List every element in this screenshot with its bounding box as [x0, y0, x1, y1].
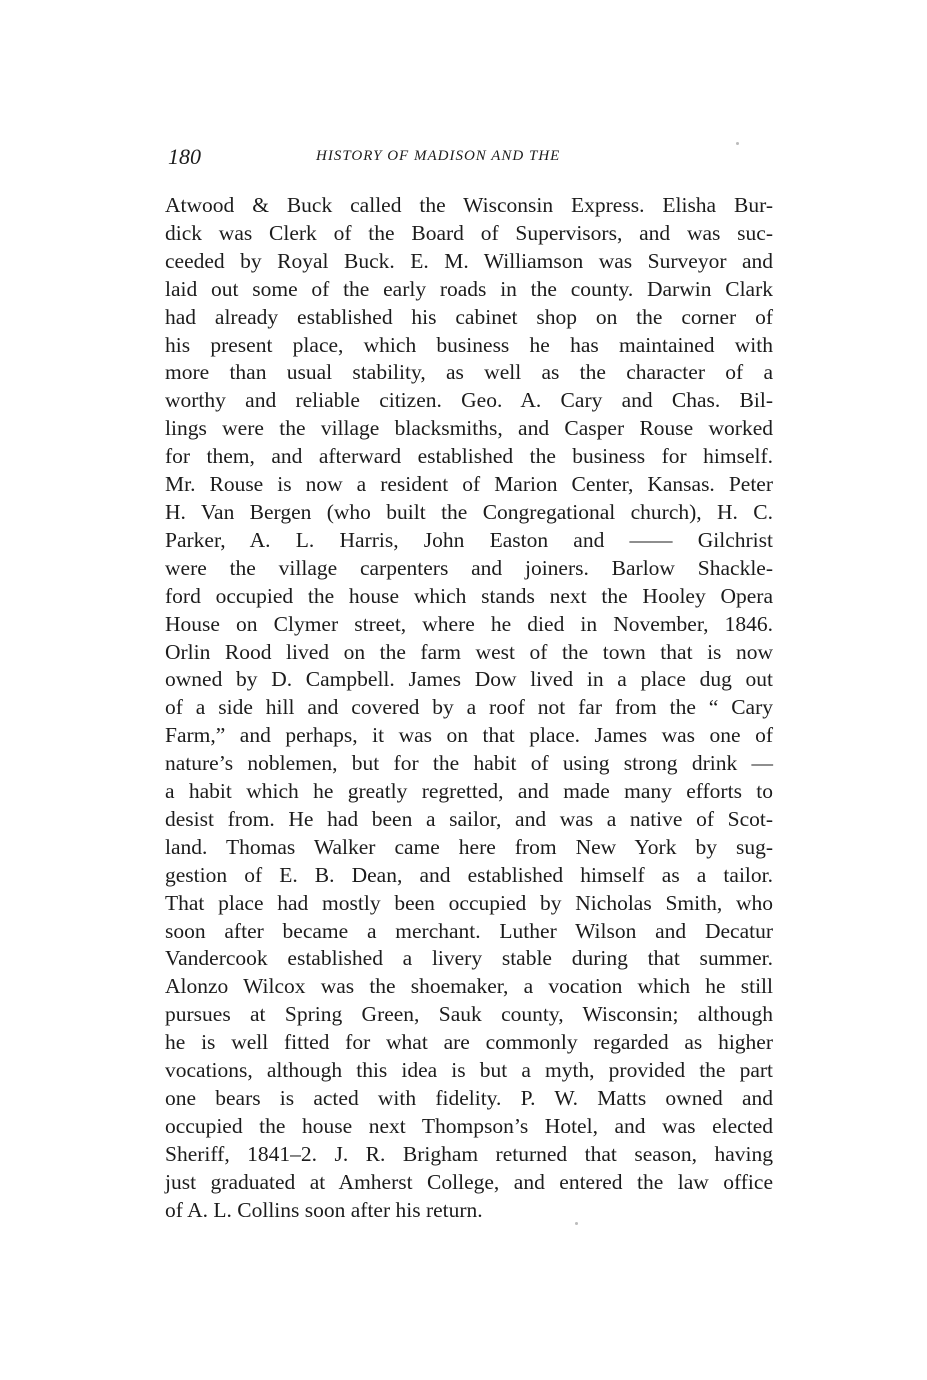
text-line: Parker, A. L. Harris, John Easton and —— Gilchrist — [165, 527, 773, 552]
text-line: H. Van Bergen (who built the Congregational church), H. C. — [165, 499, 773, 524]
text-line: were the village carpenters and joiners. Barlow Shackle- — [165, 555, 773, 580]
text-line: his present place, which business he has maintained with — [165, 332, 773, 357]
ink-speck — [575, 1222, 578, 1225]
text-line: Orlin Rood lived on the farm west of the town that is now — [165, 639, 773, 664]
text-line: laid out some of the early roads in the county. Darwin Clark — [165, 276, 773, 301]
text-line: one bears is acted with fidelity. P. W. Matts owned and — [165, 1086, 773, 1110]
text-line: Mr. Rouse is now a resident of Marion Center, Kansas. Peter — [165, 472, 773, 497]
text-line: occupied the house next Thompson’s Hotel, and was elected — [165, 1113, 773, 1138]
text-line: nature’s noblemen, but for the habit of using strong drink — — [165, 751, 773, 776]
text-line: he is well fitted for what are commonly regarded as higher — [165, 1030, 773, 1055]
text-line: owned by D. Campbell. James Dow lived in a place dug out — [165, 667, 773, 692]
text-line: Atwood & Buck called the Wisconsin Express. Elisha Bur- — [165, 193, 773, 217]
text-line: ford occupied the house which stands next the Hooley Opera — [165, 583, 773, 608]
text-line: a habit which he greatly regretted, and made many efforts to — [165, 779, 773, 804]
text-line: Alonzo Wilcox was the shoemaker, a vocation which he still — [165, 974, 773, 999]
text-line: lings were the village blacksmiths, and Casper Rouse worked — [165, 416, 773, 441]
text-line: pursues at Spring Green, Sauk county, Wisconsin; although — [165, 1002, 773, 1027]
text-line: Farm,” and perhaps, it was on that place. James was one of — [165, 723, 773, 748]
text-line: of a side hill and covered by a roof not far from the “ Cary — [165, 695, 773, 720]
text-line: desist from. He had been a sailor, and was a native of Scot- — [165, 806, 773, 831]
text-line: had already established his cabinet shop on the corner of — [165, 304, 773, 329]
text-line: dick was Clerk of the Board of Supervisors, and was suc- — [165, 220, 773, 245]
body-paragraph — [165, 192, 773, 1225]
text-line: more than usual stability, as well as the character of a — [165, 360, 773, 385]
running-head — [168, 144, 773, 174]
text-line: land. Thomas Walker came here from New York by sug- — [165, 834, 773, 859]
running-title: HISTORY OF MADISON AND THE — [316, 148, 561, 164]
text-line: for them, and afterward established the business for himself. — [165, 444, 773, 469]
text-line: House on Clymer street, where he died in November, 1846. — [165, 611, 773, 636]
ink-speck — [736, 142, 739, 145]
text-line: gestion of E. B. Dean, and established himself as a tailor. — [165, 862, 773, 887]
text-line: worthy and reliable citizen. Geo. A. Cary and Chas. Bil- — [165, 388, 773, 413]
text-line: That place had mostly been occupied by Nicholas Smith, who — [165, 890, 773, 915]
text-line: just graduated at Amherst College, and entered the law office — [165, 1169, 773, 1194]
text-line: soon after became a merchant. Luther Wilson and Decatur — [165, 918, 773, 943]
text-line: ceeded by Royal Buck. E. M. Williamson was Surveyor and — [165, 248, 773, 273]
text-line: Sheriff, 1841–2. J. R. Brigham returned that season, having — [165, 1141, 773, 1166]
text-line: vocations, although this idea is but a myth, provided the part — [165, 1058, 773, 1083]
text-line: Vandercook established a livery stable during that summer. — [165, 946, 773, 971]
text-line: of A. L. Collins soon after his return. — [165, 1197, 483, 1222]
page-number: 180 — [168, 144, 201, 169]
